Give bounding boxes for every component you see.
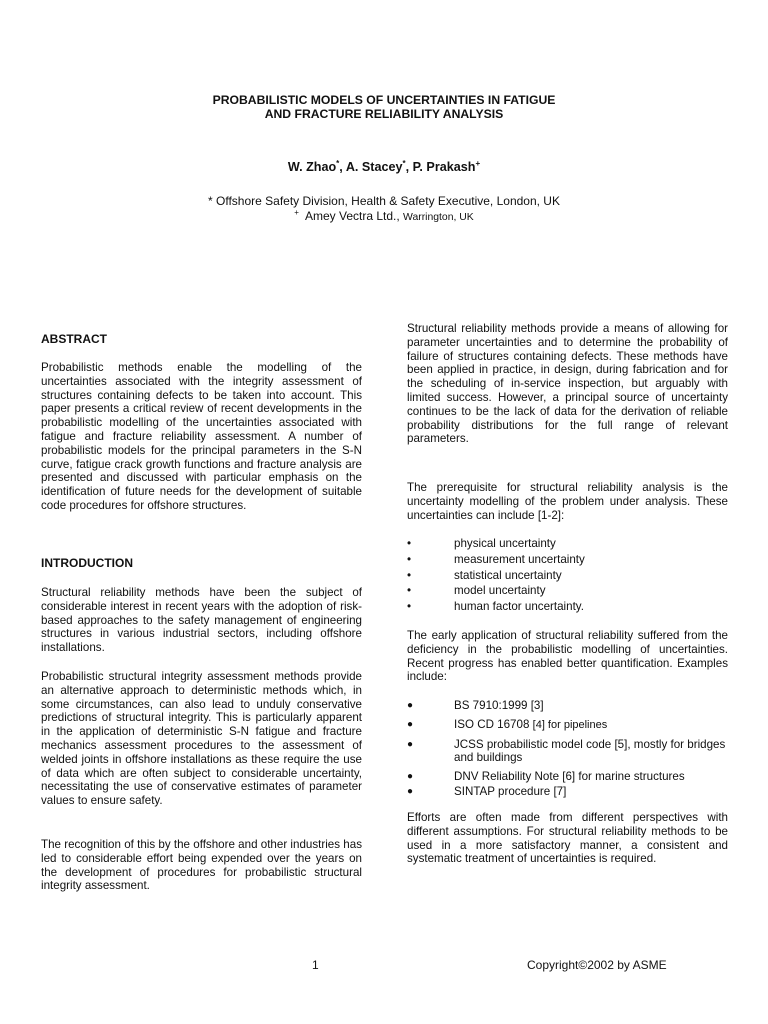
abstract-heading: ABSTRACT xyxy=(41,332,107,346)
author-mark: + xyxy=(475,158,481,168)
affiliation-2 xyxy=(0,209,768,225)
bullet-icon: ● xyxy=(407,738,414,750)
paper-title xyxy=(0,93,768,121)
reliability-paragraph: Structural reliability methods provide a means of allowing for parameter uncertainties and to determine the probability of failure of structures containing defects. These methods have been applied in practice, in design, during fabrication and for the scheduling of in-service inspection, but arguably with limited success. However, a principal source of uncertainty continues to be the lack of data for the derivation of reliable probability distributions for the full range of relevant parameters. xyxy=(407,322,728,446)
bullet-icon: • xyxy=(407,537,412,550)
author-name: W. Zhao xyxy=(287,160,337,174)
affiliation-org: Amey Vectra Ltd., xyxy=(304,209,400,223)
author-mark: * xyxy=(402,158,406,168)
affiliation-place: Warrington, UK xyxy=(403,212,474,223)
intro-paragraph-2: Probabilistic structural integrity assessment methods provide an alternative approach to deterministic methods which, in some circumstances, can also lead to unduly conservative predictions of structural integrity. This is particularly apparent in the application of deterministic S-N fatigue and fracture mechanics assessment procedures to the assessment of welded joints in offshore installations as these require the use of data which are often subject to considerable uncertainty, necessitating the use of conservative estimates of parameter values to ensure safety. xyxy=(41,670,362,808)
author-name: P. Prakash xyxy=(412,160,476,174)
affiliation-text: Offshore Safety Division, Health & Safety Executive, London, UK xyxy=(216,194,560,208)
introduction-heading: INTRODUCTION xyxy=(41,556,133,570)
title-line-1: PROBABILISTIC MODELS OF UNCERTAINTIES IN FATIGUE xyxy=(212,93,556,107)
efforts-paragraph: Efforts are often made from different perspectives with different assumptions. For structural reliability methods to be used in a more satisfactory manner, a consistent and systematic treatment of uncertainties is required. xyxy=(407,811,728,866)
page-number: 1 xyxy=(312,958,319,972)
title-line-2: AND FRACTURE RELIABILITY ANALYSIS xyxy=(264,107,504,121)
prerequisite-paragraph: The prerequisite for structural reliability analysis is the uncertainty modelling of the problem under analysis. These uncertainties can include [1-2]: xyxy=(407,481,728,522)
list-item: • human factor uncertainty. xyxy=(407,600,584,614)
list-item: • model uncertainty xyxy=(407,584,546,598)
author-name: A. Stacey xyxy=(345,160,403,174)
copyright-notice: Copyright©2002 by ASME xyxy=(527,958,667,972)
bullet-icon: ● xyxy=(407,718,414,730)
author-mark: * xyxy=(336,158,340,168)
list-item: ● ISO CD 16708 [4] for pipelines xyxy=(407,717,608,731)
list-item: • measurement uncertainty xyxy=(407,552,585,566)
examples-list xyxy=(407,699,728,804)
author-list: W. Zhao*, A. Stacey*, P. Prakash+ xyxy=(287,158,481,174)
list-item: ● JCSS probabilistic model code [5], mostly for bridges and buildings xyxy=(407,737,726,765)
intro-paragraph-1: Structural reliability methods have been the subject of considerable interest in recent years with the adoption of risk-based approaches to the safety management of engineering structures in various industrial sectors, including offshore installations. xyxy=(41,586,362,655)
uncertainty-list xyxy=(407,537,728,616)
early-application-paragraph: The early application of structural reliability suffered from the deficiency in the probabilistic modelling of uncertainties. Recent progress has enabled better quantification. Examples include: xyxy=(407,629,728,684)
affiliation-1 xyxy=(0,194,768,209)
list-item: ● SINTAP procedure [7] xyxy=(407,784,567,798)
list-item: ● BS 7910:1999 [3] xyxy=(407,699,544,712)
bullet-icon: • xyxy=(407,600,412,614)
bullet-icon: ● xyxy=(407,785,414,797)
affiliation-mark: * xyxy=(208,194,213,208)
affiliation-mark: + xyxy=(294,208,299,217)
bullet-icon: • xyxy=(407,584,412,598)
bullet-icon: • xyxy=(407,568,412,582)
bullet-icon: ● xyxy=(407,700,414,711)
bullet-icon: • xyxy=(407,552,412,566)
list-item: • statistical uncertainty xyxy=(407,568,562,582)
affiliations xyxy=(0,194,768,225)
intro-paragraph-3: The recognition of this by the offshore and other industries has led to considerable effort being expended over the years on the development of procedures for probabilistic structural integrity assessment. xyxy=(41,838,362,893)
list-item: • physical uncertainty xyxy=(407,537,556,550)
abstract-text: Probabilistic methods enable the modelling of the uncertainties associated with the integrity assessment of structures containing defects to be taken into account. This paper presents a critical review of recent developments in the probabilistic modelling of the uncertainties associated with fatigue and fracture reliability assessment. A number of probabilistic models for the principal parameters in the S-N curve, fatigue crack growth functions and fracture analysis are presented and discussed with particular emphasis on the identification of future needs for the development of suitable code procedures for offshore structures. xyxy=(41,361,362,512)
bullet-icon: ● xyxy=(407,771,414,783)
list-item: ● DNV Reliability Note [6] for marine structures xyxy=(407,770,685,784)
